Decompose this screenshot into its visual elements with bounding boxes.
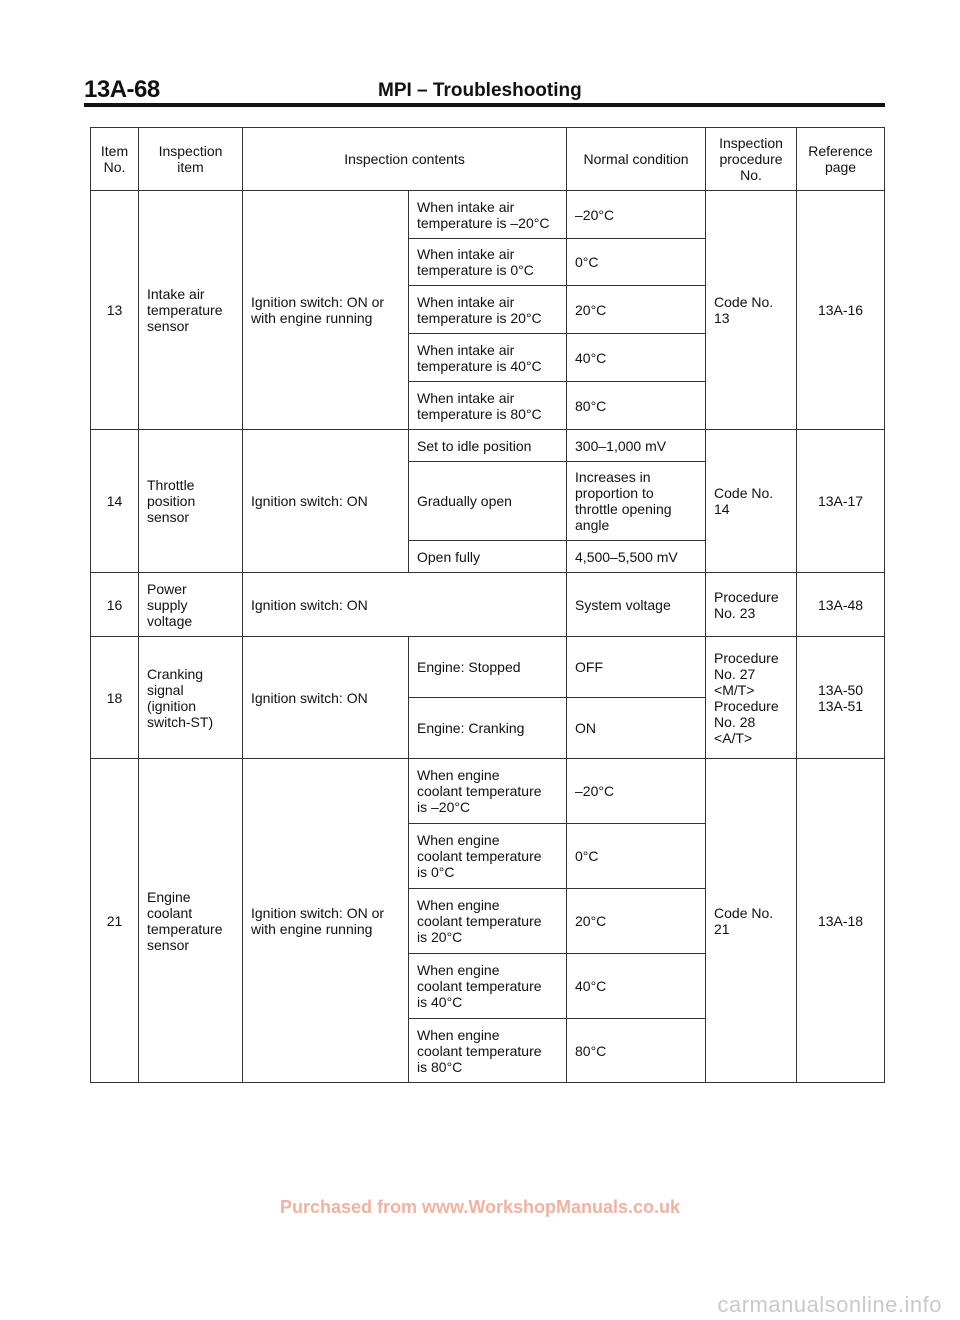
page-number: 13A-68 [84,76,160,103]
normal-condition-cell: –20°C [567,759,706,824]
normal-condition-cell: 40°C [567,334,706,382]
inspection-item: Throttle position sensor [139,430,243,573]
procedure-cell: Code No. 14 [706,430,797,573]
condition-cell: When engine coolant temperature is 20°C [409,889,567,954]
item-no: 13 [91,191,139,430]
header-procedure-no: Inspection procedure No. [706,128,797,191]
normal-condition-cell: ON [567,698,706,759]
header-inspection-contents: Inspection contents [243,128,567,191]
purchase-note: Purchased from www.WorkshopManuals.co.uk [279,1197,681,1217]
table-header-row [91,128,885,191]
condition-cell: When engine coolant temperature is –20°C [409,759,567,824]
inspection-contents: Ignition switch: ON [243,430,409,573]
normal-condition-cell: OFF [567,637,706,698]
table-row [91,430,885,462]
item-no: 18 [91,637,139,759]
normal-condition-cell: 40°C [567,954,706,1019]
condition-cell: Open fully [409,541,567,573]
inspection-table [90,127,885,1083]
procedure-cell: Code No. 13 [706,191,797,430]
inspection-contents: Ignition switch: ON or with engine running [243,191,409,430]
header-inspection-item: Inspection item [139,128,243,191]
procedure-cell: Procedure No. 23 [706,573,797,637]
inspection-item: Power supply voltage [139,573,243,637]
condition-cell: When intake air temperature is 0°C [409,239,567,286]
procedure-cell: Code No. 21 [706,759,797,1083]
condition-cell: Set to idle position [409,430,567,462]
page-header [84,76,884,106]
table-row [91,191,885,239]
inspection-contents: Ignition switch: ON or with engine running [243,759,409,1083]
table-row [91,573,885,637]
item-no: 21 [91,759,139,1083]
page-title: MPI – Troubleshooting [378,80,582,101]
normal-condition-cell: 80°C [567,382,706,430]
inspection-item: Cranking signal (ignition switch-ST) [139,637,243,759]
condition-cell: When intake air temperature is –20°C [409,191,567,239]
item-no: 16 [91,573,139,637]
normal-condition-cell: 0°C [567,824,706,889]
reference-cell: 13A-16 [797,191,885,430]
normal-condition-cell: 4,500–5,500 mV [567,541,706,573]
reference-cell: 13A-50 13A-51 [797,637,885,759]
table-row [91,637,885,698]
header-item-no: Item No. [91,128,139,191]
header-normal-condition: Normal condition [567,128,706,191]
site-watermark: carmanualsonline.info [717,1292,942,1317]
table-row [91,759,885,824]
normal-condition-cell: 80°C [567,1019,706,1083]
normal-condition-cell: 20°C [567,286,706,334]
condition-cell: Gradually open [409,462,567,541]
inspection-item: Intake air temperature sensor [139,191,243,430]
condition-cell: When intake air temperature is 80°C [409,382,567,430]
normal-condition-cell: System voltage [567,573,706,637]
condition-cell: Engine: Stopped [409,637,567,698]
normal-condition-cell: –20°C [567,191,706,239]
normal-condition-cell: 300–1,000 mV [567,430,706,462]
normal-condition-cell: 0°C [567,239,706,286]
inspection-contents: Ignition switch: ON [243,637,409,759]
condition-cell: When engine coolant temperature is 40°C [409,954,567,1019]
item-no: 14 [91,430,139,573]
condition-cell: When engine coolant temperature is 0°C [409,824,567,889]
inspection-item: Engine coolant temperature sensor [139,759,243,1083]
header-reference-page: Reference page [797,128,885,191]
condition-cell: When intake air temperature is 40°C [409,334,567,382]
condition-cell: When intake air temperature is 20°C [409,286,567,334]
reference-cell: 13A-48 [797,573,885,637]
condition-cell: When engine coolant temperature is 80°C [409,1019,567,1083]
reference-cell: 13A-17 [797,430,885,573]
condition-cell: Engine: Cranking [409,698,567,759]
header-rule [84,103,885,107]
normal-condition-cell: Increases in proportion to throttle opening angle [567,462,706,541]
reference-cell: 13A-18 [797,759,885,1083]
procedure-cell: Procedure No. 27 <M/T> Procedure No. 28 <A/T> [706,637,797,759]
inspection-contents: Ignition switch: ON [243,573,567,637]
normal-condition-cell: 20°C [567,889,706,954]
